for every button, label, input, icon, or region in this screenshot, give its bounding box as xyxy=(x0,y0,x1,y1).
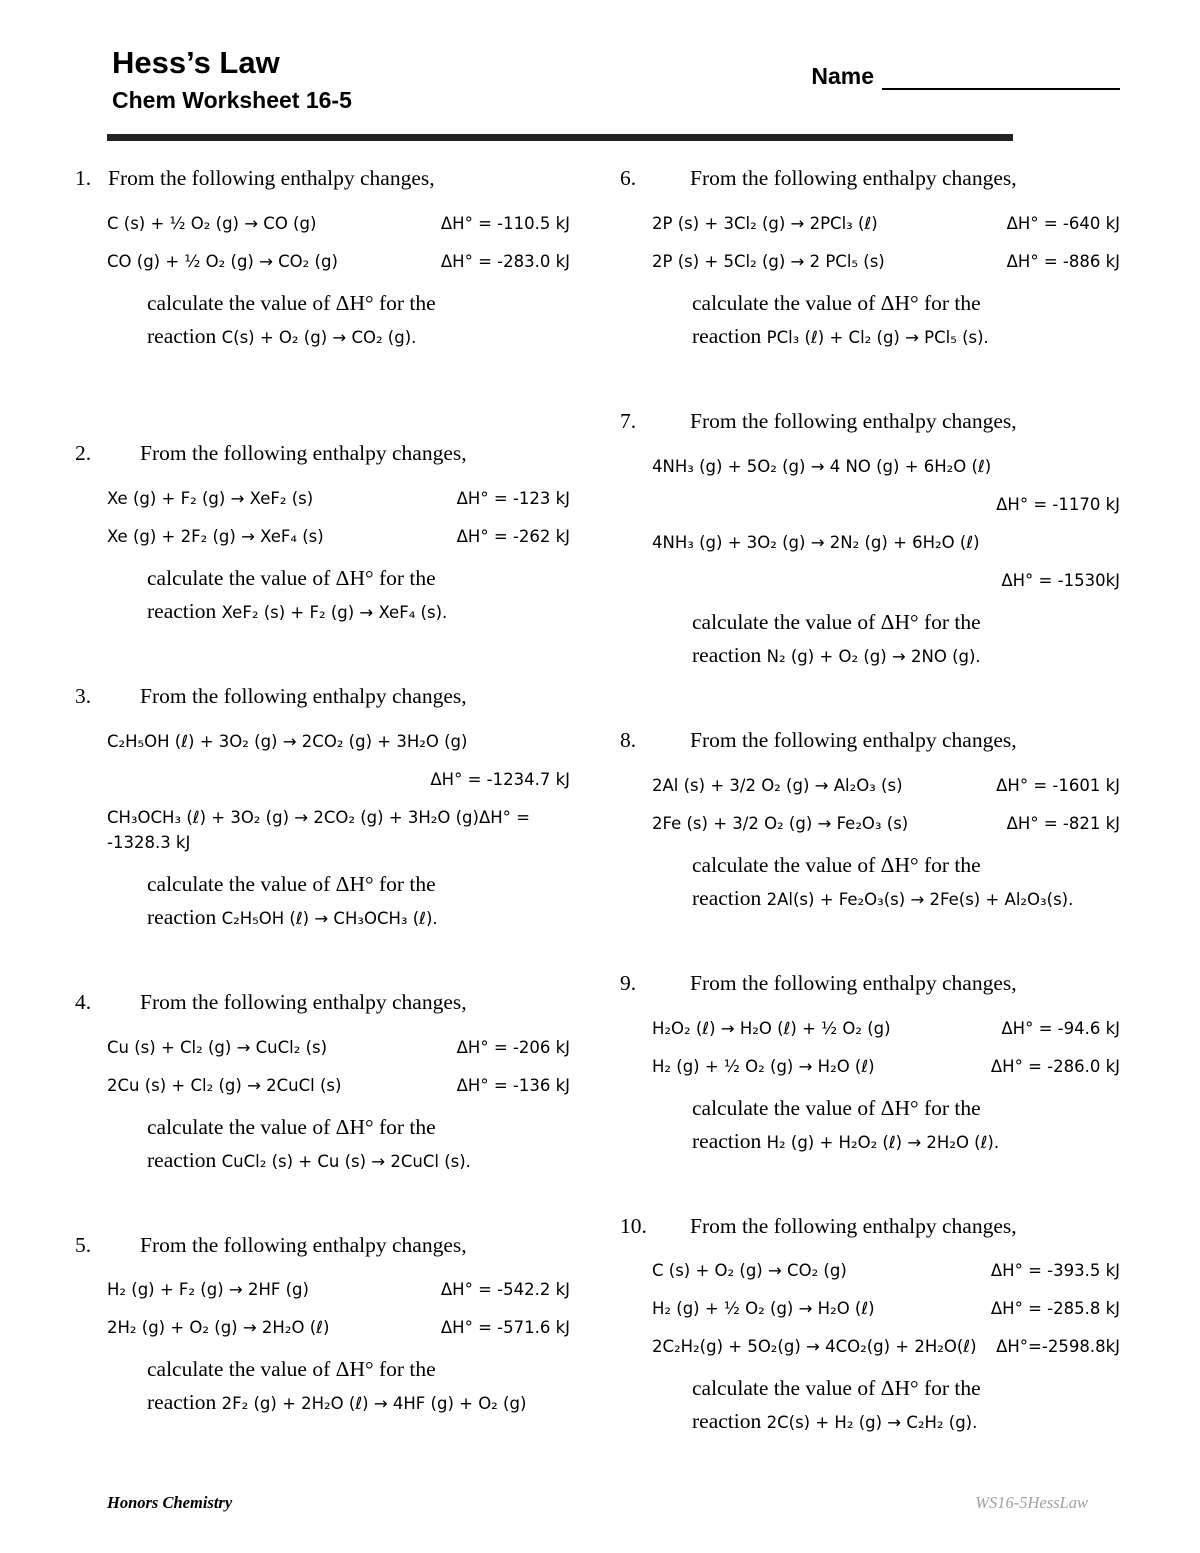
task-word-reaction: reaction xyxy=(692,642,767,667)
enthalpy-value: ΔH° = -1530kJ xyxy=(1001,570,1120,590)
equation-list xyxy=(652,211,1120,274)
task-line: calculate the value of ΔH° for the xyxy=(147,565,436,590)
equation: CH₃OCH₃ (ℓ) + 3O₂ (g) → 2CO₂ (g) + 3H₂O (g)ΔH° = -1328.3 kJ xyxy=(107,807,530,852)
equation-row xyxy=(107,805,570,855)
problem-task xyxy=(692,1372,1120,1439)
equation: 2Al (s) + 3/2 O₂ (g) → Al₂O₃ (s) xyxy=(652,775,903,795)
task-word-reaction: reaction xyxy=(692,885,767,910)
problem-task xyxy=(692,1092,1120,1159)
equation: C (s) + O₂ (g) → CO₂ (g) xyxy=(652,1261,847,1281)
problem-task xyxy=(692,606,1120,673)
equation-row xyxy=(107,729,570,754)
problem-number: 1. xyxy=(75,166,92,191)
name-label: Name xyxy=(811,63,874,89)
enthalpy-value: ΔH° = -206 kJ xyxy=(456,1037,570,1057)
problem xyxy=(620,970,1120,1159)
task-reaction-formula: H₂ (g) + H₂O₂ (ℓ) → 2H₂O (ℓ). xyxy=(766,1132,1000,1152)
problem-task xyxy=(147,1111,570,1178)
equation-row xyxy=(652,1334,1120,1359)
equation-row xyxy=(652,454,1120,479)
problem xyxy=(75,1232,570,1421)
enthalpy-value xyxy=(1114,530,1120,555)
problem xyxy=(75,989,570,1178)
task-line: calculate the value of ΔH° for the xyxy=(147,1357,436,1382)
task-word-reaction: reaction xyxy=(147,323,222,348)
task-line: calculate the value of ΔH° for the xyxy=(147,290,436,315)
equation-row xyxy=(652,249,1120,274)
equation-row xyxy=(652,1258,1120,1283)
equation-row xyxy=(107,1315,570,1340)
problem-heading xyxy=(75,989,570,1016)
problem-heading xyxy=(620,165,1120,192)
equation-row xyxy=(652,811,1120,836)
task-reaction-formula: N₂ (g) + O₂ (g) → 2NO (g). xyxy=(766,646,981,666)
enthalpy-value xyxy=(1114,454,1120,479)
problem-number: 10. xyxy=(620,1213,647,1238)
problem-heading xyxy=(75,1232,570,1259)
problem xyxy=(75,440,570,629)
equation: 2H₂ (g) + O₂ (g) → 2H₂O (ℓ) xyxy=(107,1318,330,1338)
equation-list xyxy=(107,729,570,855)
task-reaction-formula: C(s) + O₂ (g) → CO₂ (g). xyxy=(221,327,417,347)
equation: 2C₂H₂(g) + 5O₂(g) → 4CO₂(g) + 2H₂O(ℓ) xyxy=(652,1337,977,1357)
page-title: Hess’s Law xyxy=(112,45,280,80)
task-reaction-formula: PCl₃ (ℓ) + Cl₂ (g) → PCl₅ (s). xyxy=(766,327,989,347)
header-rule xyxy=(107,134,1013,141)
enthalpy-value: ΔH° = -262 kJ xyxy=(456,526,570,546)
task-line: calculate the value of ΔH° for the xyxy=(692,1095,981,1120)
enthalpy-value: ΔH° = -640 kJ xyxy=(1006,213,1120,233)
problem-heading xyxy=(75,165,570,192)
problem xyxy=(620,1213,1120,1440)
problem-number: 4. xyxy=(75,989,92,1014)
enthalpy-value: ΔH° = -571.6 kJ xyxy=(440,1318,570,1338)
problem-intro: From the following enthalpy changes, xyxy=(690,166,1017,191)
equation: Xe (g) + 2F₂ (g) → XeF₄ (s) xyxy=(107,526,324,546)
equation: C₂H₅OH (ℓ) + 3O₂ (g) → 2CO₂ (g) + 3H₂O (g) xyxy=(107,731,468,751)
enthalpy-value: ΔH° = -1170 kJ xyxy=(996,494,1120,514)
enthalpy-value: ΔH° = -1601 kJ xyxy=(996,775,1120,795)
enthalpy-value: ΔH° = -542.2 kJ xyxy=(440,1280,570,1300)
problem-task xyxy=(147,562,570,629)
task-word-reaction: reaction xyxy=(147,904,222,929)
page-subtitle: Chem Worksheet 16-5 xyxy=(112,87,352,114)
problem-task xyxy=(692,849,1120,916)
footer-course: Honors Chemistry xyxy=(107,1493,233,1512)
equation: H₂ (g) + F₂ (g) → 2HF (g) xyxy=(107,1280,309,1300)
equation: H₂ (g) + ½ O₂ (g) → H₂O (ℓ) xyxy=(652,1299,875,1319)
problem-heading xyxy=(75,440,570,467)
task-reaction-formula: C₂H₅OH (ℓ) → CH₃OCH₃ (ℓ). xyxy=(221,908,438,928)
task-reaction-formula: XeF₂ (s) + F₂ (g) → XeF₄ (s). xyxy=(221,602,448,622)
task-line: calculate the value of ΔH° for the xyxy=(692,290,981,315)
task-word-reaction: reaction xyxy=(692,323,767,348)
equation-row xyxy=(652,1016,1120,1041)
task-line: calculate the value of ΔH° for the xyxy=(692,852,981,877)
problem-intro: From the following enthalpy changes, xyxy=(140,1232,467,1257)
equation-row xyxy=(652,1296,1120,1321)
problem-heading xyxy=(75,683,570,710)
equation: H₂O₂ (ℓ) → H₂O (ℓ) + ½ O₂ (g) xyxy=(652,1018,891,1038)
equation: 2Fe (s) + 3/2 O₂ (g) → Fe₂O₃ (s) xyxy=(652,813,909,833)
equation-list xyxy=(107,486,570,549)
problem-columns xyxy=(75,165,1120,1493)
task-reaction-formula: CuCl₂ (s) + Cu (s) → 2CuCl (s). xyxy=(221,1151,471,1171)
problem xyxy=(75,165,570,354)
problem-heading xyxy=(620,727,1120,754)
enthalpy-value: ΔH° = -393.5 kJ xyxy=(990,1261,1120,1281)
problem-heading xyxy=(620,408,1120,435)
equation: H₂ (g) + ½ O₂ (g) → H₂O (ℓ) xyxy=(652,1056,875,1076)
equation-row xyxy=(652,773,1120,798)
equation: Xe (g) + F₂ (g) → XeF₂ (s) xyxy=(107,488,314,508)
equation-row xyxy=(107,249,570,274)
task-reaction-formula: 2F₂ (g) + 2H₂O (ℓ) → 4HF (g) + O₂ (g) xyxy=(221,1394,527,1414)
problem-task xyxy=(147,868,570,935)
problem xyxy=(75,683,570,935)
task-word-reaction: reaction xyxy=(147,598,222,623)
problem xyxy=(620,165,1120,354)
equation-row xyxy=(107,1277,570,1302)
equation-row xyxy=(652,492,1120,517)
equation-list xyxy=(107,211,570,274)
enthalpy-value: ΔH° = -286.0 kJ xyxy=(990,1056,1120,1076)
problem-number: 2. xyxy=(75,440,92,465)
right-column xyxy=(620,165,1120,1493)
problem-intro: From the following enthalpy changes, xyxy=(140,683,467,708)
equation: 4NH₃ (g) + 3O₂ (g) → 2N₂ (g) + 6H₂O (ℓ) xyxy=(652,532,980,552)
equation-row xyxy=(652,211,1120,236)
page-footer xyxy=(107,1493,1088,1513)
problem-number: 3. xyxy=(75,683,92,708)
equation-row xyxy=(107,767,570,792)
equation-row xyxy=(107,486,570,511)
enthalpy-value: ΔH° = -123 kJ xyxy=(456,488,570,508)
header-titles xyxy=(112,46,352,114)
task-line: calculate the value of ΔH° for the xyxy=(147,1114,436,1139)
equation-list xyxy=(652,1016,1120,1079)
equation: 2P (s) + 3Cl₂ (g) → 2PCl₃ (ℓ) xyxy=(652,213,878,233)
problem-task xyxy=(147,1353,570,1420)
equation-list xyxy=(107,1035,570,1098)
task-word-reaction: reaction xyxy=(147,1147,222,1172)
task-word-reaction: reaction xyxy=(147,1390,222,1415)
problem-heading xyxy=(620,1213,1120,1240)
equation: 2P (s) + 5Cl₂ (g) → 2 PCl₅ (s) xyxy=(652,251,885,271)
problem-intro: From the following enthalpy changes, xyxy=(690,727,1017,752)
enthalpy-value: ΔH°=-2598.8kJ xyxy=(996,1337,1120,1357)
task-word-reaction: reaction xyxy=(692,1409,767,1434)
equation-row xyxy=(107,1073,570,1098)
enthalpy-value: ΔH° = -136 kJ xyxy=(456,1075,570,1095)
problem-heading xyxy=(620,970,1120,997)
enthalpy-value: ΔH° = -1234.7 kJ xyxy=(430,769,570,789)
equation-row xyxy=(107,1035,570,1060)
footer-doc-id: WS16-5HessLaw xyxy=(975,1493,1088,1512)
task-line: calculate the value of ΔH° for the xyxy=(692,609,981,634)
problem-intro: From the following enthalpy changes, xyxy=(690,970,1017,995)
problem-number: 9. xyxy=(620,970,637,995)
equation-row xyxy=(652,530,1120,555)
name-blank-line xyxy=(882,62,1120,90)
equation-list xyxy=(652,773,1120,836)
equation-list xyxy=(652,454,1120,593)
problem-intro: From the following enthalpy changes, xyxy=(140,440,467,465)
equation-list xyxy=(107,1277,570,1340)
problem-number: 7. xyxy=(620,408,637,433)
problem-number: 6. xyxy=(620,166,637,191)
problem-task xyxy=(147,287,570,354)
problem-number: 8. xyxy=(620,727,637,752)
problem-intro: From the following enthalpy changes, xyxy=(108,166,435,191)
enthalpy-value: ΔH° = -283.0 kJ xyxy=(440,251,570,271)
enthalpy-value: ΔH° = -285.8 kJ xyxy=(990,1299,1120,1319)
equation-row xyxy=(652,1054,1120,1079)
problem-number: 5. xyxy=(75,1232,92,1257)
left-column xyxy=(75,165,570,1493)
equation-row xyxy=(107,524,570,549)
equation: 4NH₃ (g) + 5O₂ (g) → 4 NO (g) + 6H₂O (ℓ) xyxy=(652,456,992,476)
equation: C (s) + ½ O₂ (g) → CO (g) xyxy=(107,213,317,233)
enthalpy-value xyxy=(564,729,570,754)
equation: Cu (s) + Cl₂ (g) → CuCl₂ (s) xyxy=(107,1037,328,1057)
equation-row xyxy=(652,568,1120,593)
task-line: calculate the value of ΔH° for the xyxy=(692,1376,981,1401)
problem xyxy=(620,727,1120,916)
task-line: calculate the value of ΔH° for the xyxy=(147,871,436,896)
problem-intro: From the following enthalpy changes, xyxy=(690,408,1017,433)
enthalpy-value xyxy=(564,805,570,855)
enthalpy-value: ΔH° = -821 kJ xyxy=(1006,813,1120,833)
name-field xyxy=(811,62,1120,90)
enthalpy-value: ΔH° = -110.5 kJ xyxy=(440,213,570,233)
enthalpy-value: ΔH° = -94.6 kJ xyxy=(1001,1018,1120,1038)
equation-list xyxy=(652,1258,1120,1359)
problem-intro: From the following enthalpy changes, xyxy=(690,1213,1017,1238)
problem-task xyxy=(692,287,1120,354)
task-word-reaction: reaction xyxy=(692,1128,767,1153)
task-reaction-formula: 2C(s) + H₂ (g) → C₂H₂ (g). xyxy=(766,1413,978,1433)
task-reaction-formula: 2Al(s) + Fe₂O₃(s) → 2Fe(s) + Al₂O₃(s). xyxy=(766,889,1074,909)
enthalpy-value: ΔH° = -886 kJ xyxy=(1006,251,1120,271)
equation: CO (g) + ½ O₂ (g) → CO₂ (g) xyxy=(107,251,338,271)
problem xyxy=(620,408,1120,673)
equation-row xyxy=(107,211,570,236)
equation: 2Cu (s) + Cl₂ (g) → 2CuCl (s) xyxy=(107,1075,342,1095)
problem-intro: From the following enthalpy changes, xyxy=(140,989,467,1014)
page-header xyxy=(75,46,1120,114)
